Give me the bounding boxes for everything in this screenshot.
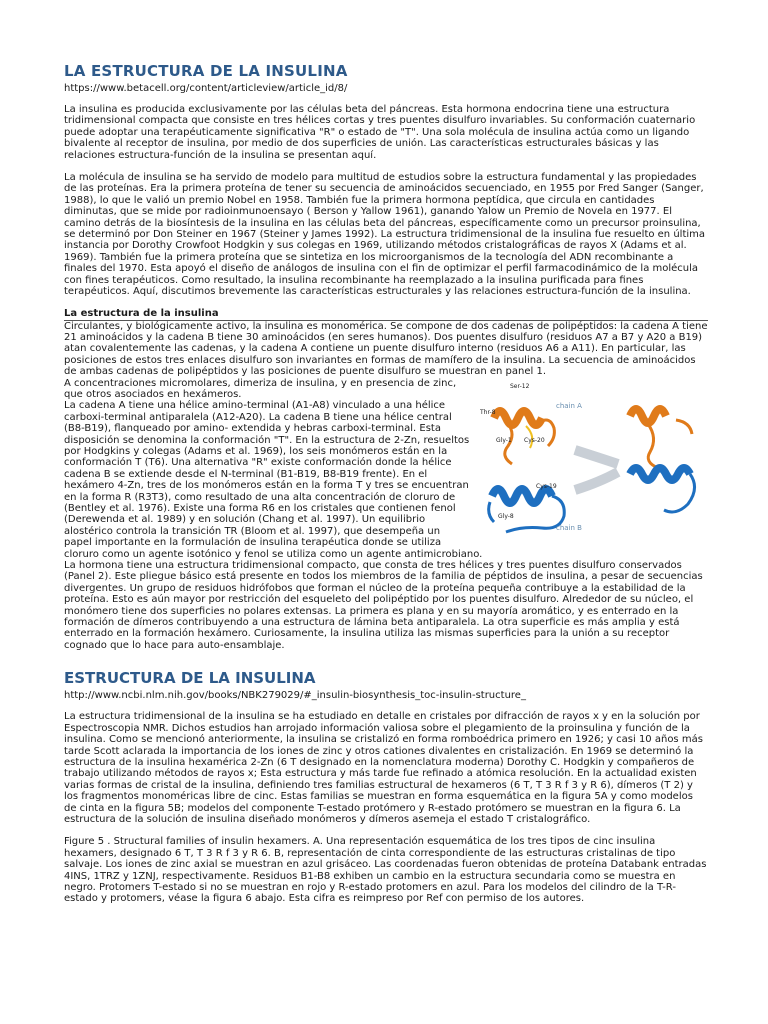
label-gly1: Gly-1 bbox=[496, 436, 512, 444]
chain-a-ribbon-right bbox=[630, 409, 695, 512]
paragraph-intro: La insulina es producida exclusivamente por las células beta del páncreas. Esta hormona endocrina tiene una estructura tridimensional compacta que consiste en tres hélices cortas y tres puentes disulfuro invariables. Su conformación cuaternario puede adoptar una terapéuticamente significativa "R" o estado de "T". Una sola molécula de insulina actúa como un ligando bivalente al receptor de insulina, por medio de dos superficies de unión. Las características estructurales básicas y las relaciones estructura-función de la insulina se presentan aquí. bbox=[64, 104, 696, 161]
paragraph-crystal: La estructura tridimensional de la insulina se ha estudiado en detalle en cristales por difracción de rayos x y en la solución por Espectroscopia NMR. Dichos estudios han arrojado información valiosa sobre el plegamiento de la proinsulina y función de la insulina. Como se mencionó anteriormente, la insulina se cristalizó en forma romboédrica primero en 1926; y casi 10 años más tarde Scott aclarada la importancia de los iones de zinc y otros cationes divalentes en cristalización. En 1969 se determinó la estructura de la insulina hexamérica 2-Zn (6 T designado en la nomenclatura moderna) Dorothy C. Hodgkin y compañeros de trabajo utilizando métodos de rayos x; Esta estructura y más tarde fue refinado a atómica resolución. En la actualidad existen varias formas de cristal de la insulina, definiendo tres familias estructural de hexameros (6 T, T 3 R f 3 y R 6), dímeros (T 2) y los fragmentos monoméricas libre de cinc. Estas familias se muestran en forma esquemática en la figura 5A y como modelos de cinta en la figura 5B; modelos del componente T-estado protómero y R-estado protómero se muestran en la figura 6. La estructura de la solución de insulina diseñado monómeros y dímeros asemeja el estado T cristalográfico. bbox=[64, 711, 703, 825]
document-page bbox=[64, 62, 708, 905]
label-cys19: Cys-19 bbox=[536, 482, 557, 490]
source-url-1[interactable]: https://www.betacell.org/content/articleview/article_id/8/ bbox=[64, 83, 348, 94]
label-cys20: Cys-20 bbox=[524, 436, 545, 444]
label-thr8: Thr-8 bbox=[480, 408, 496, 416]
paragraph-history: La molécula de insulina se ha servido de modelo para multitud de estudios sobre la estructura fundamental y las propiedades de las proteínas. Era la primera proteína de tener su secuencia de aminoácidos secuenciado, en 1955 por Fred Sanger (Sanger, 1988), lo que le valió un premio Nobel en 1958. También fue la primera hormona peptídica, que circula en cantidades diminutas, que se mide por radioinmunoensayo ( Berson y Yallow 1961), ganando Yalow un Premio de Novela en 1977. El camino detrás de la biosíntesis de la insulina en las células beta del páncreas, específicamente como un precursor proinsulina, se determinó por Don Steiner en 1967 (Steiner y James 1992). La estructura tridimensional de la insulina fue resuelto en última instancia por Dorothy Crowfoot Hodgkin y sus colegas en 1969, utilizando métodos cristalográficas de rayos X (Adams et al. 1969). También fue la primera proteína que se sintetiza en los microorganismos de la tecnología del ADN recombinante a finales del 1970. Esta apoyó el diseño de análogos de insulina con el fin de optimizar el perfil farmacodinámico de la molécula con fines terapéuticos. Como resultado, la insulina recombinante ha reemplazado a la insulina purificada para fines terapéuticos. Aquí, discutimos brevemente las características estructurales y las relaciones estructura-función de la insulina. bbox=[64, 172, 706, 298]
paragraph-zinc: A concentraciones micromolares, dimeriza de insulina, y en presencia de zinc, que otros asociados en hexámeros. bbox=[64, 377, 457, 400]
chain-b-ribbon-left bbox=[489, 489, 565, 532]
insulin-ribbon-figure bbox=[480, 378, 708, 538]
subheading-structure: La estructura de la insulina bbox=[64, 307, 219, 319]
label-chain-a: chain A bbox=[556, 401, 582, 410]
paragraph-chains: Circulantes, y biológicamente activo, la insulina es monomérica. Se compone de dos cadenas de polipéptidos: la cadena A tiene 21 aminoácidos y la cadena B tiene 30 aminoácidos (en seres humanos). Dos puentes disulfuro (residuos A7 a B7 y A20 a B19) atan covalentemente las cadenas, y la cadena A contiene un puente disulfuro interno (residuos A6 a A11). En particular, las posiciones de estos tres enlaces disulfuro son invariantes en formas de mamífero de la insulina. La secuencia de aminoácidos de ambas cadenas de polipéptidos y las posiciones de puente disulfuro se muestran en panel 1. bbox=[64, 320, 708, 378]
source-url-2[interactable]: http://www.ncbi.nlm.nih.gov/books/NBK279029/#_insulin-biosynthesis_toc-insulin-structure_ bbox=[64, 690, 526, 702]
figure-arrow bbox=[575, 450, 618, 464]
paragraph-fold: La hormona tiene una estructura tridimensional compacto, que consta de tres hélices y tres puentes disulfuro conservados (Panel 2). Este pliegue básico está presente en todos los miembros de la familia de péptidos de insulina, a pesar de secuencias divergentes. Un grupo de residuos hidrófobos que forman el núcleo de la proteína pequeña contribuye a la estabilidad de la proteína. Esto es aún mayor por restricción del esqueleto del polipéptido por los puentes disulfuro. Alrededor de su núcleo, el monómero tiene dos superficies no polares extensas. La primera es plana y en su mayoría aromático, y es enterrado en la formación de dímeros contribuyendo a una estructura de lámina beta antiparalela. La otra superficie es más amplia y está enterrado en la formación hexámero. Curiosamente, la insulina utiliza las mismas superficies para la unión a su receptor cognado que lo hace para auto-ensamblaje. bbox=[64, 560, 703, 651]
label-gly8: Gly-8 bbox=[498, 512, 514, 520]
paragraph-formulation: papel importante en la formulación de insulina terapéutica donde se utiliza cloruro como un agente isotónico y fenol se utiliza como un agente antimicrobiano. bbox=[64, 537, 483, 560]
section-title-1: LA ESTRUCTURA DE LA INSULINA bbox=[64, 62, 348, 80]
paragraph-conformation: La cadena A tiene una hélice amino-terminal (A1-A8) vinculado a una hélice carboxi-terminal antiparalela (A12-A20). La cadena B tiene una hélice central (B8-B19), flanqueado por amino- extendida y hebras carboxi-terminal. Esta disposición se denomina la conformación "T". En la estructura de 2-Zn, resueltos por Hodgkins y colegas (Adams et al. 1969), los seis monómeros están en la conformación T (T6). Una alternativa "R" existe conformación donde la hélice cadena B se extiende desde el N-terminal (B1-B19, B8-B19 frente). En el hexámero 4-Zn, tres de los monómeros están en la forma T y tres se encuentran en la forma R (R3T3), como resultado de una alta concentración de cloruro de (Bentley et al. 1976). Existe una forma R6 en los cristales que contienen fenol (Derewenda et al. 1989) y en solución (Chang et al. 1997). Un equilibrio alostérico controla la transición TR (Bloom et al. 1997), que desempeña un bbox=[64, 400, 470, 537]
figure-arrow bbox=[575, 472, 618, 490]
label-chain-b: chain B bbox=[556, 523, 582, 532]
label-ser12: Ser-12 bbox=[510, 382, 530, 390]
section-title-2: ESTRUCTURA DE LA INSULINA bbox=[64, 669, 316, 688]
figure-wrap-block bbox=[64, 378, 708, 538]
paragraph-figure5: Figure 5 . Structural families of insulin hexamers. A. Una representación esquemática de los tres tipos de cinc insulina hexamers, designado 6 T, T 3 R f 3 y R 6. B, representación de cinta correspondiente de las estructuras cristalinas de tipo salvaje. Los iones de zinc axial se muestran en azul grisáceo. Las coordenadas fueron obtenidas de proteína Databank entradas 4INS, 1TRZ y 1ZNJ, respectivamente. Residuos B1-B8 exhiben un cambio en la estructura secundaria como se muestra en negro. Protomers T-estado si no se muestran en rojo y R-estado protomers en azul. Para los modelos del cilindro de la T-R-estado y protomers, véase la figura 6 abajo. Esta cifra es reimpreso por Ref con permiso de los autores. bbox=[64, 836, 707, 905]
